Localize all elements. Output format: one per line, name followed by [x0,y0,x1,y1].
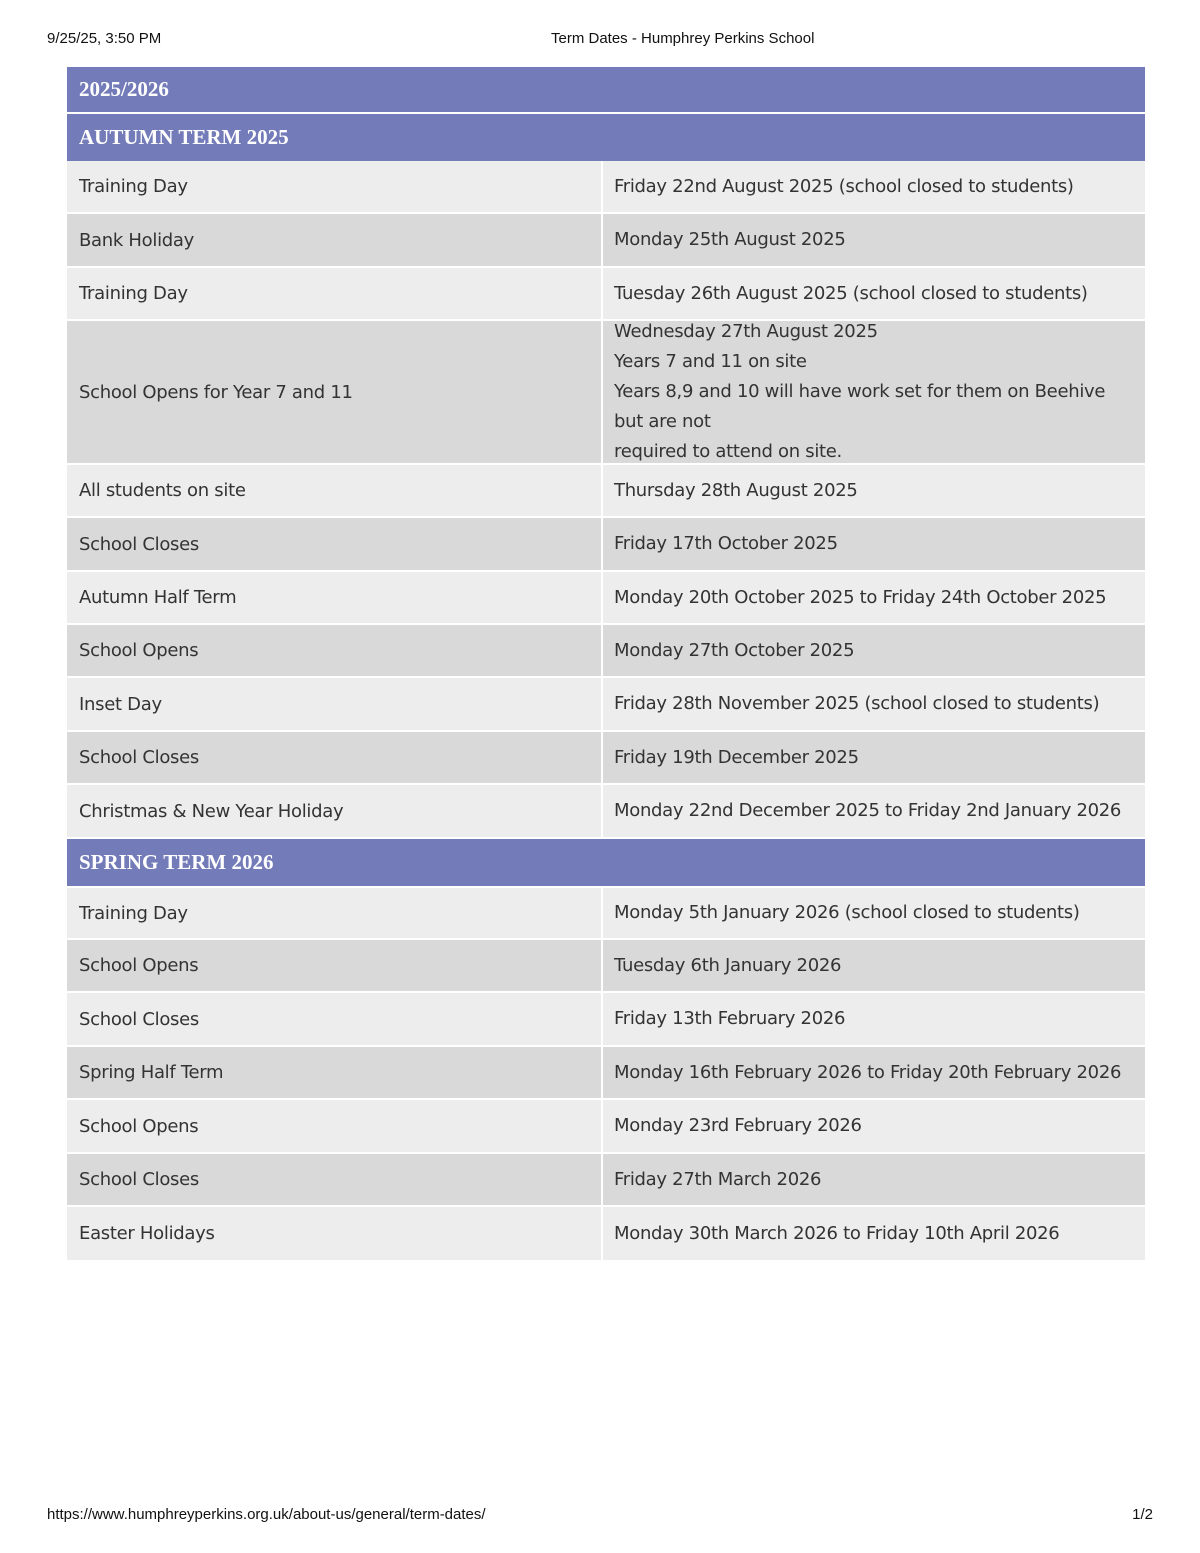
date-cell [603,888,1145,938]
table-row [67,321,1145,465]
autumn-term-heading: AUTUMN TERM 2025 [67,114,1145,161]
date-cell [603,214,1145,266]
date-cell [603,161,1145,212]
date-cell [603,1100,1145,1152]
event-cell: All students on site [67,465,603,516]
date-line: Monday 30th March 2026 to Friday 10th April 2026 [614,1222,1060,1244]
date-line: Monday 23rd February 2026 [614,1115,862,1136]
term-dates-table [67,67,1145,1260]
event-cell: School Closes [67,732,603,783]
date-cell [603,678,1145,730]
page-url: https://www.humphreyperkins.org.uk/about-us/general/term-dates/ [47,1506,486,1523]
table-row [67,732,1145,785]
table-row [67,1207,1145,1260]
event-cell: Autumn Half Term [67,572,603,623]
event-cell: Bank Holiday [67,214,603,266]
event-cell: School Opens [67,940,603,991]
date-cell [603,1047,1145,1098]
date-line: Friday 27th March 2026 [614,1168,822,1190]
table-row [67,572,1145,625]
date-line: Monday 27th October 2025 [614,639,855,661]
event-cell: Christmas & New Year Holiday [67,785,603,837]
date-line: Friday 17th October 2025 [614,533,838,554]
date-cell [603,321,1145,463]
date-cell [603,785,1145,837]
date-line: Tuesday 26th August 2025 (school closed to students) [614,282,1088,304]
print-header [47,30,1153,50]
event-cell: Training Day [67,268,603,319]
date-line: required to attend on site. [614,441,842,462]
event-cell: School Closes [67,993,603,1045]
date-line: Tuesday 6th January 2026 [614,954,842,976]
table-row [67,161,1145,214]
date-cell [603,572,1145,623]
table-row [67,625,1145,678]
year-heading: 2025/2026 [67,67,1145,114]
date-cell [603,625,1145,676]
date-cell [603,518,1145,570]
date-cell [603,732,1145,783]
date-line: Thursday 28th August 2025 [614,479,858,501]
print-footer [47,1506,1153,1526]
page-number: 1/2 [1132,1506,1153,1523]
event-cell: Training Day [67,161,603,212]
date-line: Friday 13th February 2026 [614,1008,846,1029]
table-row [67,465,1145,518]
date-cell [603,1207,1145,1260]
event-cell: Spring Half Term [67,1047,603,1098]
table-row [67,518,1145,572]
table-row [67,1047,1145,1100]
date-line: Monday 25th August 2025 [614,229,846,250]
table-row [67,1154,1145,1207]
print-page-title: Term Dates - Humphrey Perkins School [551,30,815,47]
event-cell: Training Day [67,888,603,938]
date-cell [603,268,1145,319]
event-cell: School Opens [67,1100,603,1152]
table-row [67,268,1145,321]
date-line: Friday 22nd August 2025 (school closed to students) [614,175,1074,197]
event-cell: Inset Day [67,678,603,730]
date-line: Monday 16th February 2026 to Friday 20th February 2026 [614,1061,1122,1083]
date-line: Monday 20th October 2025 to Friday 24th October 2025 [614,586,1107,608]
event-cell: School Closes [67,518,603,570]
table-row [67,1100,1145,1154]
date-cell [603,940,1145,991]
print-date: 9/25/25, 3:50 PM [47,30,162,47]
date-line: Monday 22nd December 2025 to Friday 2nd January 2026 [614,800,1122,821]
table-row [67,993,1145,1047]
table-row [67,678,1145,732]
table-row [67,886,1145,940]
spring-term-heading: SPRING TERM 2026 [67,839,1145,886]
event-cell: School Opens for Year 7 and 11 [67,321,603,463]
date-cell [603,1154,1145,1205]
date-line: Years 8,9 and 10 will have work set for them on Beehive but are not [614,381,1106,432]
date-line: Friday 28th November 2025 (school closed to students) [614,693,1100,714]
event-cell: School Closes [67,1154,603,1205]
event-cell: Easter Holidays [67,1207,603,1260]
date-line: Wednesday 27th August 2025 [614,321,878,342]
table-row [67,214,1145,268]
date-line: Friday 19th December 2025 [614,746,859,768]
event-cell: School Opens [67,625,603,676]
date-line: Monday 5th January 2026 (school closed to students) [614,902,1080,923]
date-line: Years 7 and 11 on site [614,351,807,372]
date-cell [603,993,1145,1045]
date-cell [603,465,1145,516]
table-row [67,785,1145,839]
table-row [67,940,1145,993]
